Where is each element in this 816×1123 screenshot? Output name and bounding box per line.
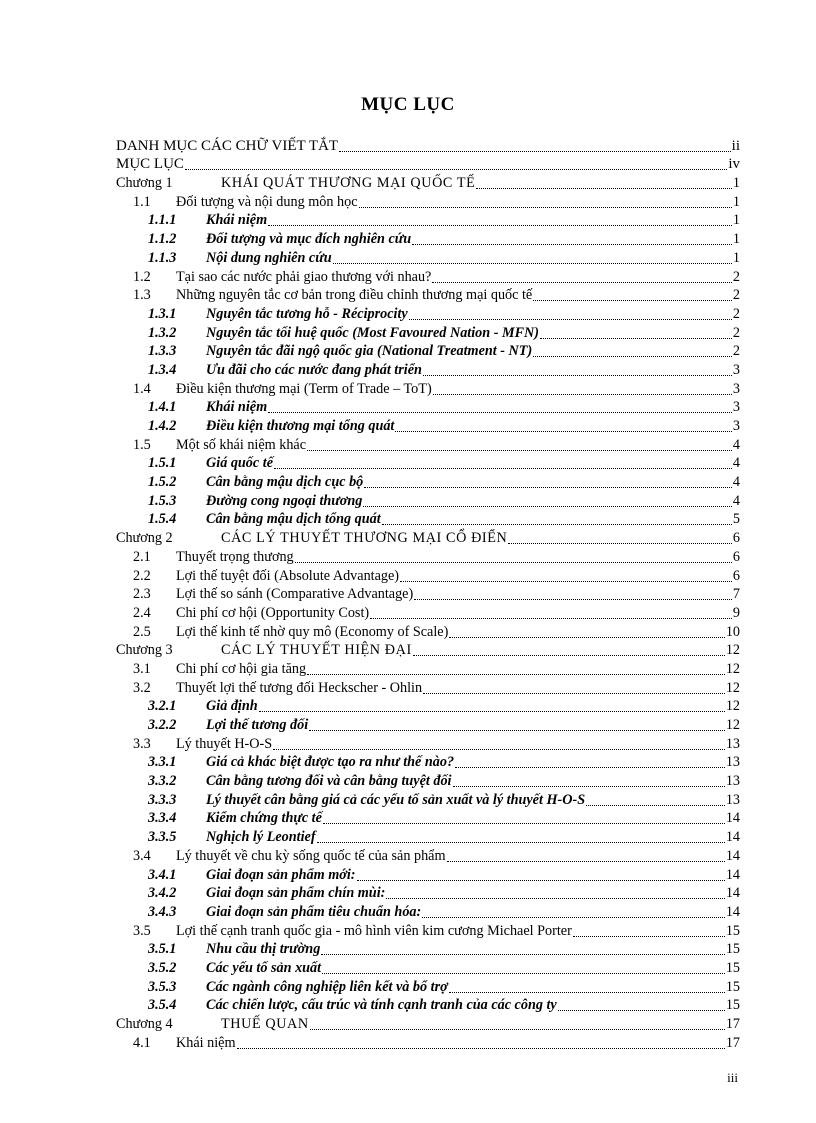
dot-leader [273, 748, 725, 750]
dot-leader [364, 486, 732, 488]
toc-entry[interactable] [116, 753, 740, 772]
dot-leader [533, 355, 732, 357]
dot-leader [333, 262, 732, 264]
toc-entry[interactable] [116, 958, 740, 977]
toc-entry-number: 3.5.3 [148, 978, 177, 995]
dot-leader [413, 654, 725, 656]
toc-entry-number: 3.5.4 [148, 997, 177, 1014]
toc-entry-number: 2.2 [133, 567, 151, 584]
toc-entry-label: Giá cả khác biệt được tạo ra như thế nào? [206, 754, 455, 771]
toc-entry-page: 3 [732, 418, 740, 434]
toc-entry[interactable] [116, 454, 740, 473]
toc-entry-page: 15 [725, 922, 740, 939]
toc-entry[interactable] [116, 697, 740, 716]
toc-entry-number: 3.4 [133, 847, 151, 864]
toc-entry-label: Nghịch lý Leontief [206, 829, 316, 846]
toc-entry-page: 14 [725, 829, 740, 846]
toc-entry-number: 1.5.2 [148, 474, 177, 491]
toc-entry[interactable] [116, 622, 740, 641]
toc-entry-page: 15 [725, 978, 740, 995]
toc-entry-label: Nhu cầu thị trường [206, 941, 321, 958]
toc-entry-number: 2.4 [133, 604, 151, 621]
toc-entry-page: 17 [725, 1016, 740, 1032]
toc-entry-number: 1.3.1 [148, 305, 177, 322]
toc-entry-label: Khái niệm [206, 399, 268, 416]
dot-leader [339, 150, 731, 152]
toc-entry-page: 4 [732, 492, 740, 509]
dot-leader [453, 785, 725, 787]
toc-entry-number: 1.1 [133, 193, 151, 210]
toc-entry-label: Chi phí cơ hội (Opportunity Cost) [176, 604, 370, 621]
dot-leader [310, 1028, 725, 1030]
toc-entry[interactable] [116, 921, 740, 940]
toc-entry-page: 2 [732, 343, 740, 360]
toc-entry[interactable] [116, 790, 740, 809]
dot-leader [449, 636, 725, 638]
toc-entry-page: 2 [732, 268, 740, 285]
toc-entry-label: Lợi thế tuyệt đối (Absolute Advantage) [176, 567, 400, 584]
toc-entry-label: Cân bằng mậu dịch tổng quát [206, 511, 381, 528]
toc-entry-label: Thuyết trọng thương [176, 548, 294, 565]
toc-entry-number: Chương 4 [116, 1016, 173, 1032]
toc-entry-page: 12 [725, 642, 740, 659]
toc-entry-label: Tại sao các nước phải giao thương với nhau? [176, 268, 432, 285]
toc-entry-label: Điều kiện thương mại tổng quát [206, 418, 395, 434]
toc-entry-label: Nguyên tắc đãi ngộ quốc gia (National Treatment - NT) [206, 343, 533, 360]
toc-entry-label: Lý thuyết cân bằng giá cả các yếu tố sản xuất và lý thuyết H-O-S [206, 791, 586, 808]
toc-entry[interactable] [116, 1033, 740, 1052]
toc-entry-label: Giá quốc tế [206, 455, 273, 472]
toc-entry[interactable] [116, 902, 740, 921]
toc-entry[interactable] [116, 528, 740, 547]
dot-leader [432, 281, 732, 283]
toc-entry[interactable] [116, 286, 740, 305]
dot-leader [259, 710, 725, 712]
dot-leader [382, 523, 732, 525]
toc-entry-label: Kiểm chứng thực tế [206, 810, 322, 827]
dot-leader [386, 897, 724, 899]
toc-entry-page: 15 [725, 997, 740, 1014]
toc-entry-number: 1.3.4 [148, 361, 177, 378]
toc-entry-page: 4 [732, 455, 740, 472]
toc-entry[interactable] [116, 155, 740, 174]
dot-leader [540, 337, 732, 339]
toc-entry-label: Đối tượng và nội dung môn học [176, 193, 358, 210]
toc-entry-number: 3.2 [133, 679, 151, 696]
toc-entry-number: 3.3.2 [148, 773, 177, 790]
toc-entry-label: KHÁI QUÁT THƯƠNG MẠI QUỐC TẾ [221, 175, 476, 192]
toc-entry-number: 3.3 [133, 735, 151, 752]
toc-entry-number: 1.3.3 [148, 343, 177, 360]
dot-leader [533, 299, 732, 301]
dot-leader [476, 187, 732, 189]
toc-entry-page: 13 [725, 791, 740, 808]
toc-entry-page: 12 [725, 717, 740, 733]
toc-entry-label: Khái niệm [206, 212, 268, 229]
toc-entry-page: 15 [725, 959, 740, 976]
dot-leader [586, 804, 725, 806]
toc-entry[interactable] [116, 734, 740, 753]
toc-entry-page: 15 [725, 941, 740, 958]
toc-entry[interactable] [116, 398, 740, 417]
toc-entry-number: Chương 3 [116, 642, 173, 659]
toc-entry-number: 2.1 [133, 548, 151, 565]
toc-entry-number: 1.5.3 [148, 492, 177, 509]
dot-leader [307, 449, 732, 451]
toc-entry[interactable] [116, 865, 740, 884]
toc-entry[interactable] [116, 435, 740, 454]
dot-leader [237, 1047, 725, 1049]
dot-leader [423, 692, 725, 694]
toc-entry-number: 2.3 [133, 586, 151, 603]
toc-entry-page: ii [731, 137, 740, 154]
dot-leader [321, 953, 725, 955]
toc-entry-label: Nguyên tắc tối huệ quốc (Most Favoured Nation - MFN) [206, 324, 540, 341]
dot-leader [423, 374, 732, 376]
toc-entry[interactable] [116, 248, 740, 267]
toc-entry-label: Ưu đãi cho các nước đang phát triển [206, 361, 422, 378]
toc-entry[interactable] [116, 323, 740, 342]
toc-entry-page: 1 [732, 231, 740, 248]
toc-entry-page: 17 [725, 1034, 740, 1051]
toc-entry[interactable] [116, 846, 740, 865]
toc-entry-label: Chi phí cơ hội gia tăng [176, 660, 307, 677]
toc-entry[interactable] [116, 678, 740, 697]
toc-entry-page: 7 [732, 586, 740, 603]
toc-entry-number: 1.1.3 [148, 249, 177, 266]
dot-leader [307, 673, 725, 675]
toc-entry[interactable] [116, 304, 740, 323]
toc-entry-page: 1 [732, 193, 740, 210]
toc-entry-page: 13 [725, 735, 740, 752]
toc-entry-page: 3 [732, 361, 740, 378]
toc-entry[interactable] [116, 1014, 740, 1033]
toc-entry[interactable] [116, 603, 740, 622]
toc-entry-number: 3.5.1 [148, 941, 177, 958]
toc-entry-label: Các yếu tố sản xuất [206, 959, 322, 976]
toc-entry-label: Thuyết lợi thế tương đối Heckscher - Ohlin [176, 679, 423, 696]
dot-leader [449, 991, 725, 993]
toc-entry[interactable] [116, 491, 740, 510]
toc-entry[interactable] [116, 585, 740, 604]
toc-entry[interactable] [116, 827, 740, 846]
dot-leader [447, 860, 725, 862]
toc-entry-page: 6 [732, 530, 740, 547]
toc-entry-number: 3.1 [133, 660, 151, 677]
toc-entry-label: CÁC LÝ THUYẾT THƯƠNG MẠI CỔ ĐIỂN [221, 530, 508, 547]
toc-entry-page: 12 [725, 698, 740, 715]
toc-entry-number: 1.1.2 [148, 231, 177, 248]
toc-entry-label: Giai đoạn sản phẩm mới: [206, 866, 356, 883]
toc-entry-number: 3.3.3 [148, 791, 177, 808]
toc-entry-page: 14 [725, 810, 740, 827]
toc-entry-page: 1 [732, 212, 740, 229]
toc-entry-number: Chương 2 [116, 530, 173, 547]
toc-entry[interactable] [116, 416, 740, 435]
toc-entry-label: Đối tượng và mục đích nghiên cứu [206, 231, 412, 248]
toc-entry-label: Điều kiện thương mại (Term of Trade – ToT) [176, 380, 432, 397]
toc-entry-page: 1 [732, 175, 740, 192]
toc-entry-number: 4.1 [133, 1034, 151, 1051]
toc-entry-page: 13 [725, 754, 740, 771]
toc-entry-label: Lợi thế so sánh (Comparative Advantage) [176, 586, 414, 603]
toc-entry[interactable] [116, 771, 740, 790]
toc-entry-page: 2 [732, 305, 740, 322]
toc-entry[interactable] [116, 809, 740, 828]
dot-leader [295, 561, 732, 563]
toc-entry[interactable] [116, 173, 740, 192]
toc-entry-label: Giả định [206, 698, 258, 715]
toc-entry[interactable] [116, 192, 740, 211]
dot-leader [433, 393, 732, 395]
dot-leader [309, 729, 725, 731]
toc-entry-label: Nguyên tắc tương hỗ - Réciprocity [206, 305, 408, 322]
dot-leader [268, 411, 732, 413]
toc-entry[interactable] [116, 136, 740, 155]
dot-leader [317, 841, 725, 843]
dot-leader [357, 879, 725, 881]
toc-entry-number: 3.3.4 [148, 810, 177, 827]
toc-entry-label: Lợi thế cạnh tranh quốc gia - mô hình viên kim cương Michael Porter [176, 922, 572, 939]
dot-leader [400, 580, 732, 582]
dot-leader [422, 916, 725, 918]
toc-entry-number: 3.5 [133, 922, 151, 939]
toc-entry-number: 3.2.2 [148, 717, 177, 733]
toc-entry[interactable] [116, 884, 740, 903]
toc-entry-page: 13 [725, 773, 740, 790]
toc-entry-page: 14 [725, 903, 740, 920]
toc-entry[interactable] [116, 229, 740, 248]
dot-leader [558, 1009, 725, 1011]
toc-entry-page: 6 [732, 567, 740, 584]
dot-leader [414, 598, 732, 600]
toc-entry[interactable] [116, 342, 740, 361]
dot-leader [395, 430, 732, 432]
dot-leader [455, 766, 725, 768]
dot-leader [185, 168, 727, 170]
toc-entry-number: 1.3.2 [148, 324, 177, 341]
dot-leader [370, 617, 732, 619]
toc-entry-label: DANH MỤC CÁC CHỮ VIẾT TẮT [116, 137, 339, 154]
toc-entry[interactable] [116, 659, 740, 678]
table-of-contents [116, 136, 740, 1052]
toc-entry-label: Lý thuyết H-O-S [176, 735, 273, 752]
toc-entry-number: 1.5 [133, 436, 151, 453]
toc-entry[interactable] [116, 996, 740, 1015]
toc-entry-number: 3.4.2 [148, 885, 177, 902]
toc-entry-label: Giai đoạn sản phẩm tiêu chuẩn hóa: [206, 903, 422, 920]
toc-entry-label: MỤC LỤC [116, 156, 184, 173]
toc-entry[interactable] [116, 566, 740, 585]
page-number: iii [727, 1070, 738, 1085]
toc-entry[interactable] [116, 940, 740, 959]
toc-entry-page: 3 [732, 399, 740, 416]
dot-leader [412, 243, 732, 245]
toc-entry-page: 12 [725, 679, 740, 696]
toc-entry-number: 1.5.4 [148, 511, 177, 528]
toc-entry-number: 2.5 [133, 623, 151, 640]
toc-entry-label: THUẾ QUAN [221, 1016, 309, 1032]
toc-entry-label: Những nguyên tắc cơ bản trong điều chỉnh thương mại quốc tế [176, 287, 533, 304]
toc-entry-number: 3.4.3 [148, 903, 177, 920]
toc-entry-number: 1.1.1 [148, 212, 177, 229]
toc-entry[interactable] [116, 510, 740, 529]
toc-entry-number: 3.4.1 [148, 866, 177, 883]
toc-entry-page: 4 [732, 436, 740, 453]
toc-entry-label: CÁC LÝ THUYẾT HIỆN ĐẠI [221, 642, 412, 659]
toc-entry-number: 3.3.1 [148, 754, 177, 771]
toc-entry-label: Giai đoạn sản phẩm chín mùi: [206, 885, 386, 902]
page-title: MỤC LỤC [361, 94, 455, 115]
toc-entry-label: Cân bằng tương đối và cân bằng tuyệt đối [206, 773, 452, 790]
toc-entry-page: 14 [725, 847, 740, 864]
toc-entry-page: 3 [732, 380, 740, 397]
toc-entry-label: Các ngành công nghiệp liên kết và bổ trợ [206, 978, 448, 995]
toc-entry-label: Đường cong ngoại thương [206, 492, 363, 509]
toc-entry-number: 3.2.1 [148, 698, 177, 715]
toc-entry-label: Nội dung nghiên cứu [206, 249, 332, 266]
toc-entry-page: 9 [732, 604, 740, 621]
toc-entry-number: 1.4.2 [148, 418, 177, 434]
toc-entry[interactable] [116, 715, 740, 734]
toc-entry-page: iv [728, 156, 740, 173]
dot-leader [274, 467, 732, 469]
toc-entry-page: 2 [732, 287, 740, 304]
toc-entry[interactable] [116, 472, 740, 491]
dot-leader [508, 542, 732, 544]
toc-entry-page: 4 [732, 474, 740, 491]
toc-entry[interactable] [116, 267, 740, 286]
toc-entry-label: Lợi thế kinh tế nhờ quy mô (Economy of Scale) [176, 623, 449, 640]
toc-entry-label: Khái niệm [176, 1034, 236, 1051]
toc-entry-label: Lý thuyết về chu kỳ sống quốc tế của sản phẩm [176, 847, 446, 864]
toc-entry[interactable] [116, 977, 740, 996]
dot-leader [409, 318, 732, 320]
toc-entry-label: Các chiến lược, cấu trúc và tính cạnh tranh của các công ty [206, 997, 557, 1014]
toc-entry[interactable] [116, 379, 740, 398]
toc-entry-label: Cân bằng mậu dịch cục bộ [206, 474, 364, 491]
toc-entry-number: 1.2 [133, 268, 151, 285]
toc-entry-number: 1.4 [133, 380, 151, 397]
toc-entry[interactable] [116, 360, 740, 379]
dot-leader [363, 505, 732, 507]
toc-entry-number: 1.3 [133, 287, 151, 304]
toc-entry-label: Lợi thế tương đối [206, 717, 309, 733]
dot-leader [268, 224, 732, 226]
toc-entry-page: 14 [725, 885, 740, 902]
dot-leader [323, 822, 725, 824]
toc-entry-label: Một số khái niệm khác [176, 436, 307, 453]
toc-entry-page: 14 [725, 866, 740, 883]
toc-entry-page: 5 [732, 511, 740, 528]
toc-entry-number: 3.5.2 [148, 959, 177, 976]
toc-entry-page: 1 [732, 249, 740, 266]
toc-entry-number: 1.4.1 [148, 399, 177, 416]
dot-leader [322, 972, 725, 974]
toc-entry[interactable] [116, 211, 740, 230]
toc-entry-page: 2 [732, 324, 740, 341]
toc-entry-page: 12 [725, 660, 740, 677]
dot-leader [573, 935, 725, 937]
toc-entry[interactable] [116, 547, 740, 566]
toc-entry-page: 10 [725, 623, 740, 640]
dot-leader [359, 206, 732, 208]
toc-entry-number: Chương 1 [116, 175, 173, 192]
toc-entry[interactable] [116, 641, 740, 660]
toc-entry-number: 3.3.5 [148, 829, 177, 846]
toc-entry-number: 1.5.1 [148, 455, 177, 472]
toc-entry-page: 6 [732, 548, 740, 565]
